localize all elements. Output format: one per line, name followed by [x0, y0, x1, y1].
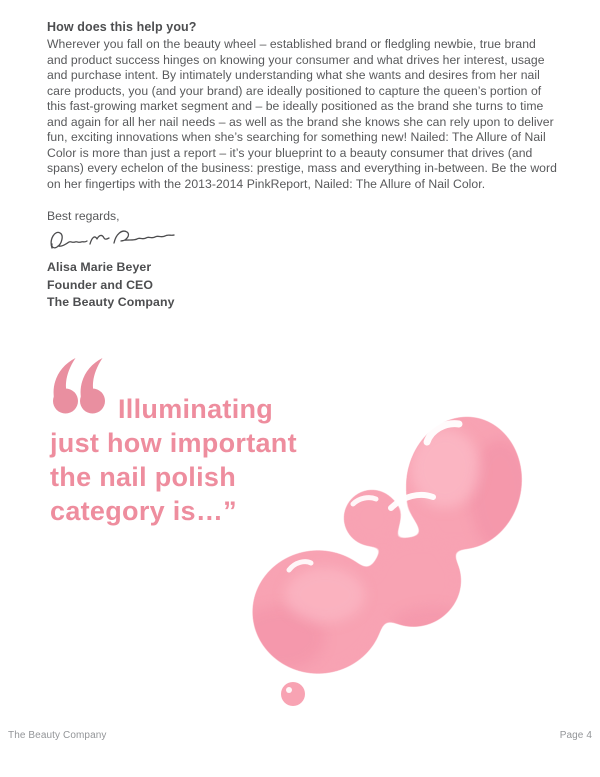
quote-line: the nail polish	[50, 462, 237, 492]
body-paragraph: Wherever you fall on the beauty wheel – established brand or fledgling newbie, true brand and product success hinges on knowing your consumer and what drives her interest, usage and purchase intent. By intimately understanding what she wants and desires from her nail care products, you (and your brand) are ideally positioned to capture the queen’s portion of this fast-growing market segment and – be ideally positioned as the brand she turns to time and again for all her nail needs – as well as the brand she knows she can rely upon to deliver fun, exciting innovations when she’s searching for something new! Nailed: The Allure of Nail Color is more than just a report – it’s your blueprint to a beauty consumer that drives (and spans) every echelon of the business: prestige, mass and everything in-between. Be the word on her fingertips with the 2013-2014 PinkReport, Nailed: The Allure of Nail Color.	[47, 37, 557, 191]
section-heading: How does this help you?	[47, 20, 197, 34]
polish-droplet	[281, 682, 305, 706]
signatory-company: The Beauty Company	[47, 295, 175, 309]
nail-polish-spill-image	[245, 400, 565, 715]
signatory-name: Alisa Marie Beyer	[47, 260, 152, 274]
open-quote-icon	[53, 356, 105, 414]
quote-line: Illuminating	[118, 394, 274, 424]
signatory-title: Founder and CEO	[47, 278, 154, 292]
quote-line: just how important	[50, 428, 297, 458]
salutation: Best regards,	[47, 209, 120, 223]
quote-line: category is…”	[50, 496, 237, 526]
handwritten-signature	[46, 224, 178, 256]
footer-company: The Beauty Company	[8, 730, 107, 741]
footer-page-number: Page 4	[559, 730, 592, 741]
